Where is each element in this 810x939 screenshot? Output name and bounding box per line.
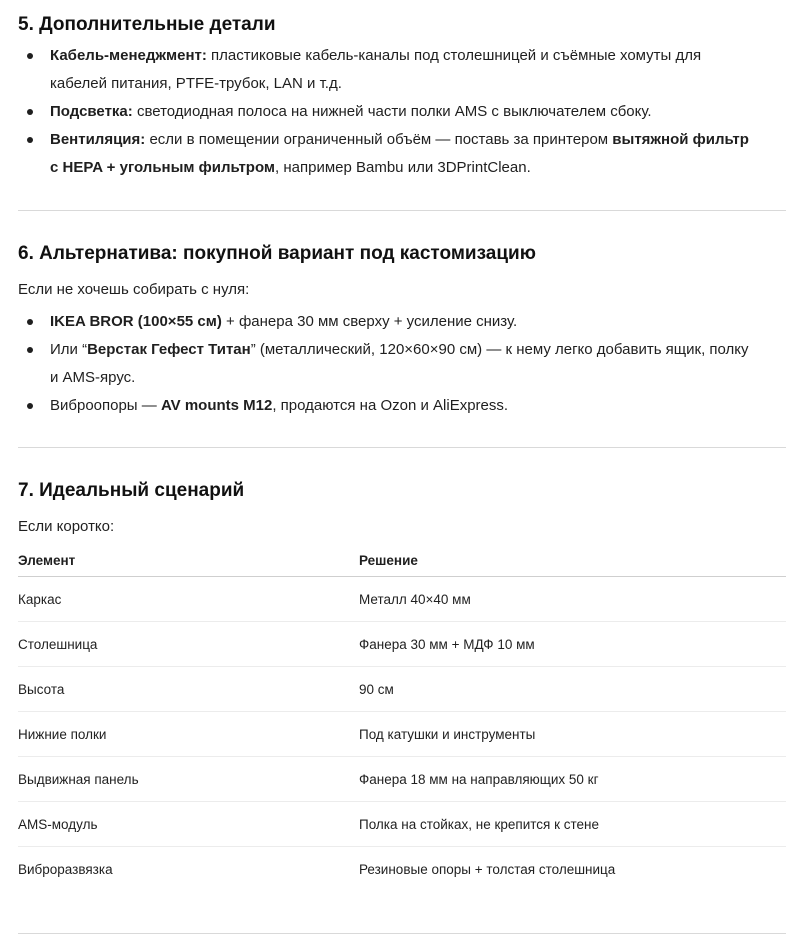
- table-cell: Столешница: [18, 622, 359, 667]
- list-item-text: кабелей питания, PTFE-трубок, LAN и т.д.: [50, 75, 342, 92]
- table-header-row: [18, 544, 786, 577]
- list-item-bold: Вентиляция:: [50, 131, 146, 148]
- list-item-bold: с HEPA + угольным фильтром: [50, 159, 276, 176]
- table-row: [18, 667, 786, 712]
- table-cell: AMS-модуль: [18, 802, 359, 847]
- table-row: [18, 712, 786, 757]
- section-5-heading: 5. Дополнительные детали: [18, 14, 276, 35]
- list-item-bold: AV mounts M12: [160, 397, 273, 414]
- table-cell: Металл 40×40 мм: [359, 577, 786, 622]
- list-item-text: светодиодная полоса на нижней части полки AMS с выключателем сбоку.: [132, 103, 652, 120]
- section-7-heading: 7. Идеальный сценарий: [18, 480, 245, 501]
- table-cell: 90 см: [359, 667, 786, 712]
- section-7-intro: Если коротко:: [18, 518, 115, 535]
- table-cell: Нижние полки: [18, 712, 359, 757]
- list-item: [50, 126, 810, 182]
- table-cell: Высота: [18, 667, 359, 712]
- table-cell: Выдвижная панель: [18, 757, 359, 802]
- table-cell: Фанера 18 мм на направляющих 50 кг: [359, 757, 786, 802]
- table-cell: Виброразвязка: [18, 861, 113, 877]
- list-item-bold: Верстак Гефест Титан: [87, 341, 251, 358]
- table-cell: Под катушки и инструменты: [359, 712, 786, 757]
- list-item: [50, 392, 810, 420]
- table-cell: Каркас: [18, 577, 359, 622]
- section-5-list: [18, 42, 810, 182]
- table-row: [18, 577, 786, 622]
- section-6-intro: Если не хочешь собирать с нуля:: [18, 281, 250, 298]
- list-item: [50, 336, 810, 392]
- list-item-text: и AMS-ярус.: [50, 369, 136, 386]
- table-header-cell: Элемент: [18, 544, 359, 577]
- list-item-text: + фанера 30 мм сверху + усиление снизу.: [221, 313, 518, 330]
- list-item-text: , продаются на Ozon и AliExpress.: [272, 397, 509, 414]
- summary-table: [18, 544, 786, 891]
- list-item-text: , например Bambu или 3DPrintClean.: [275, 159, 531, 176]
- list-item: [50, 98, 810, 126]
- table-row: [18, 802, 786, 847]
- list-item-text: Виброопоры —: [50, 397, 161, 414]
- section-divider: [18, 210, 786, 211]
- list-item-bold: вытяжной фильтр: [612, 131, 749, 148]
- section-6-list: [18, 308, 810, 420]
- table-cell: Резиновые опоры + толстая столешница: [359, 861, 616, 877]
- list-item-bold: Подсветка:: [50, 103, 133, 120]
- table-cell: Полка на стойках, не крепится к стене: [359, 802, 786, 847]
- list-item-text: ” (металлический, 120×60×90 см) — к нему легко добавить ящик, полку: [250, 341, 749, 358]
- list-item-text: Или “: [50, 341, 88, 358]
- list-item-text: пластиковые кабель-каналы под столешницей и съёмные хомуты для: [206, 47, 702, 64]
- section-divider: [18, 447, 786, 448]
- table-row: [18, 757, 786, 802]
- table-cell: Фанера 30 мм + МДФ 10 мм: [359, 622, 786, 667]
- table-row: [18, 622, 786, 667]
- list-item: [50, 308, 810, 336]
- list-item-bold: IKEA BROR (100×55 см): [50, 313, 222, 330]
- list-item-text: если в помещении ограниченный объём — поставь за принтером: [145, 131, 613, 148]
- list-item: [50, 42, 810, 98]
- section-divider: [18, 933, 786, 934]
- section-6-heading: 6. Альтернатива: покупной вариант под кастомизацию: [18, 243, 536, 264]
- table-row: [18, 847, 786, 892]
- table-header-cell: Решение: [359, 544, 786, 577]
- list-item-bold: Кабель-менеджмент:: [50, 47, 207, 64]
